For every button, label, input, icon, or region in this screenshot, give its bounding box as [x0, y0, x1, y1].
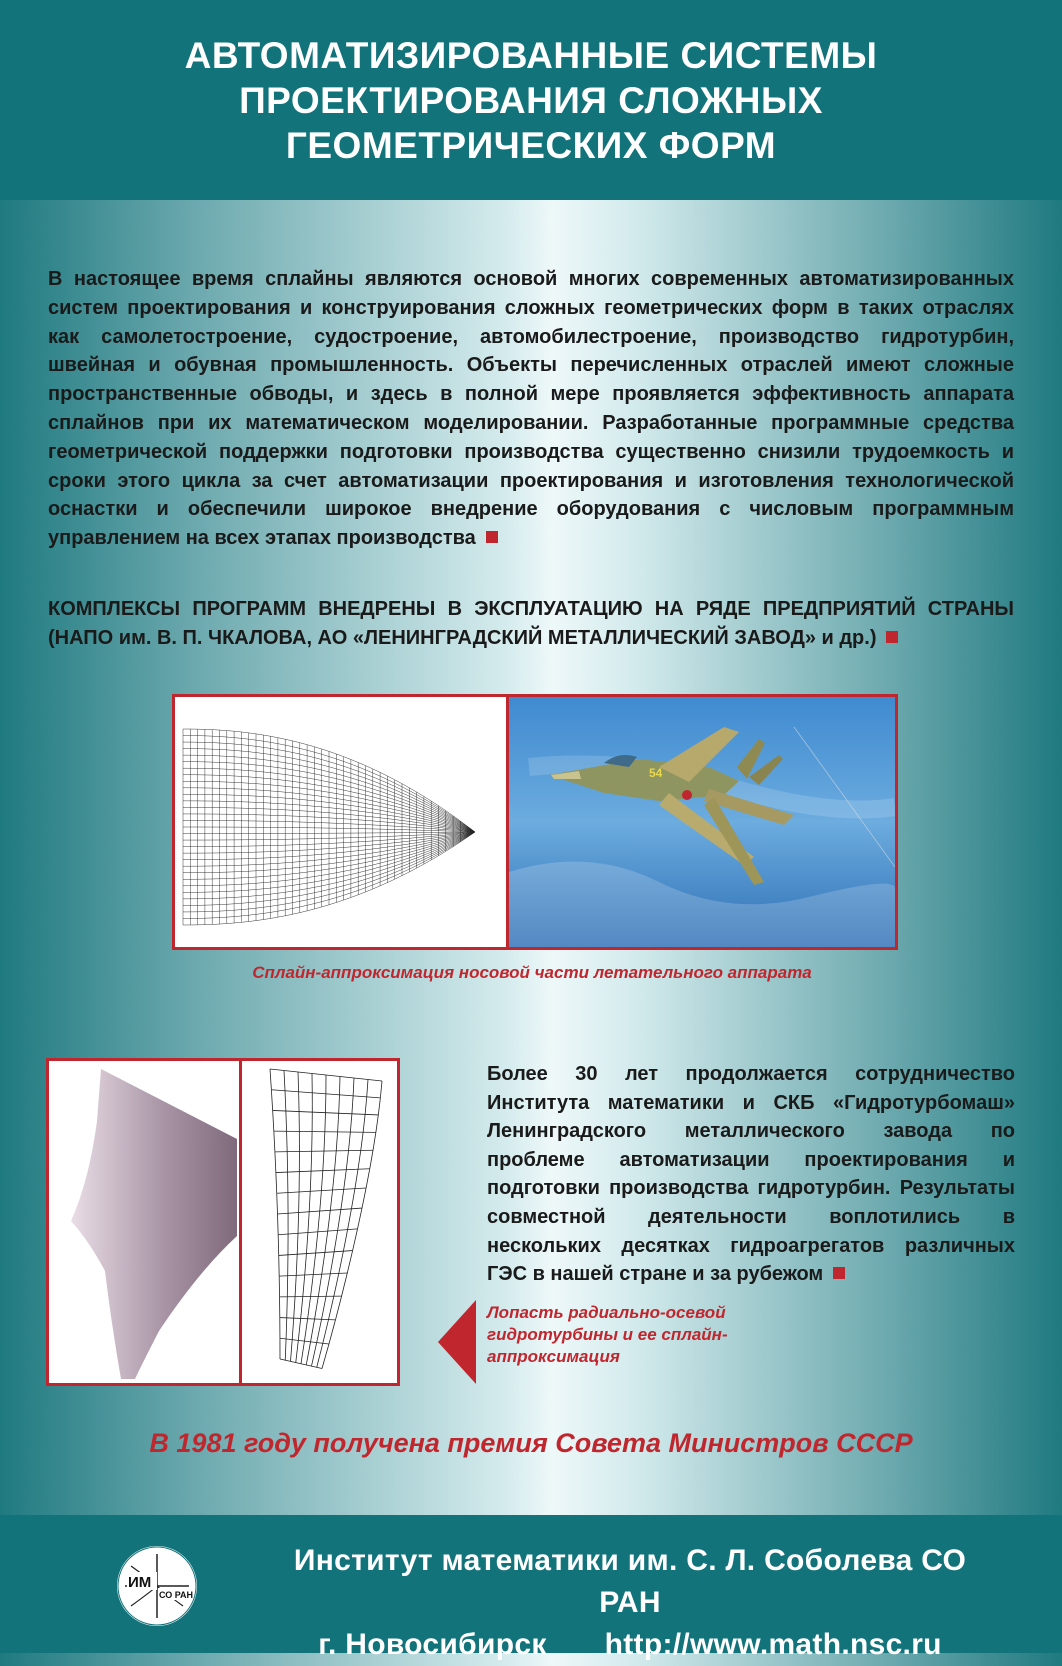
header-banner	[0, 0, 1062, 200]
svg-text:ИМ: ИМ	[128, 1574, 151, 1591]
svg-text:54: 54	[649, 766, 663, 780]
blade-wireframe-image	[242, 1061, 397, 1383]
aircraft-photo	[509, 697, 895, 947]
complexes-text: КОМПЛЕКСЫ ПРОГРАММ ВНЕДРЕНЫ В ЭКСПЛУАТАЦИЮ НА РЯДЕ ПРЕДПРИЯТИЙ СТРАНЫ (НАПО им. В. П. ЧКАЛОВА, АО «ЛЕНИНГРАДСКИЙ МЕТАЛЛИЧЕСКИЙ ЗАВОД» и др.)	[48, 598, 1014, 649]
figure2-caption: Лопасть радиально-осевой гидротурбины и ее сплайн- аппроксимация	[487, 1302, 767, 1368]
figure-aircraft	[172, 694, 898, 950]
intro-paragraph	[48, 265, 1014, 553]
complexes-paragraph	[48, 595, 1014, 653]
bullet-square-icon	[886, 631, 898, 643]
figure1-caption: Сплайн-аппроксимация носовой части летательного аппарата	[172, 963, 892, 983]
arrow-left-icon	[438, 1300, 476, 1384]
cooperation-text: Более 30 лет продолжается сотрудничество Института математики и СКБ «Гидротурбомаш» Ленинградского металлического завода по проблеме автоматизации проектирования и подготовки производства гидротурбин. Результаты совместной деятельности воплотились в нескольких десятках гидроагрегатов различных ГЭС в нашей стране и за рубежом	[487, 1063, 1015, 1285]
institute-url[interactable]: http://www.math.nsc.ru	[605, 1624, 942, 1666]
blade-surface-image	[49, 1061, 242, 1383]
svg-text:СО РАН: СО РАН	[159, 1590, 193, 1600]
intro-text: В настоящее время сплайны являются основой многих современных автоматизированных систем проектирования и конструирования сложных геометрических форм в таких отраслях как самолетостроение, судостроение, автомобилестроение, производство гидротурбин, швейная и обувная промышленность. Объекты перечисленных отраслей имеют сложные пространственные обводы, и здесь в полной мере проявляется эффективность аппарата сплайнов при их математическом моделировании. Разработанные программные средства геометрической поддержки подготовки производства существенно снизили трудоемкость и сроки этого цикла за счет автоматизации проектирования и изготовления технологической оснастки и обеспечили широкое внедрение оборудования с числовым программным управлением на всех этапах производства	[48, 268, 1014, 549]
institute-city: г. Новосибирск	[318, 1624, 546, 1666]
bullet-square-icon	[486, 531, 498, 543]
figure-turbine-blade	[46, 1058, 400, 1386]
bullet-square-icon	[833, 1267, 845, 1279]
award-text: В 1981 году получена премия Совета Министров СССР	[0, 1428, 1062, 1459]
institute-name: Институт математики им. С. Л. Соболева СО РАН	[270, 1540, 990, 1624]
institute-logo	[117, 1546, 197, 1626]
page-title: АВТОМАТИЗИРОВАННЫЕ СИСТЕМЫ ПРОЕКТИРОВАНИЯ СЛОЖНЫХ ГЕОМЕТРИЧЕСКИХ ФОРМ	[81, 33, 981, 168]
cooperation-paragraph	[487, 1060, 1015, 1289]
nose-mesh-image	[175, 697, 509, 947]
institute-info	[270, 1540, 990, 1666]
